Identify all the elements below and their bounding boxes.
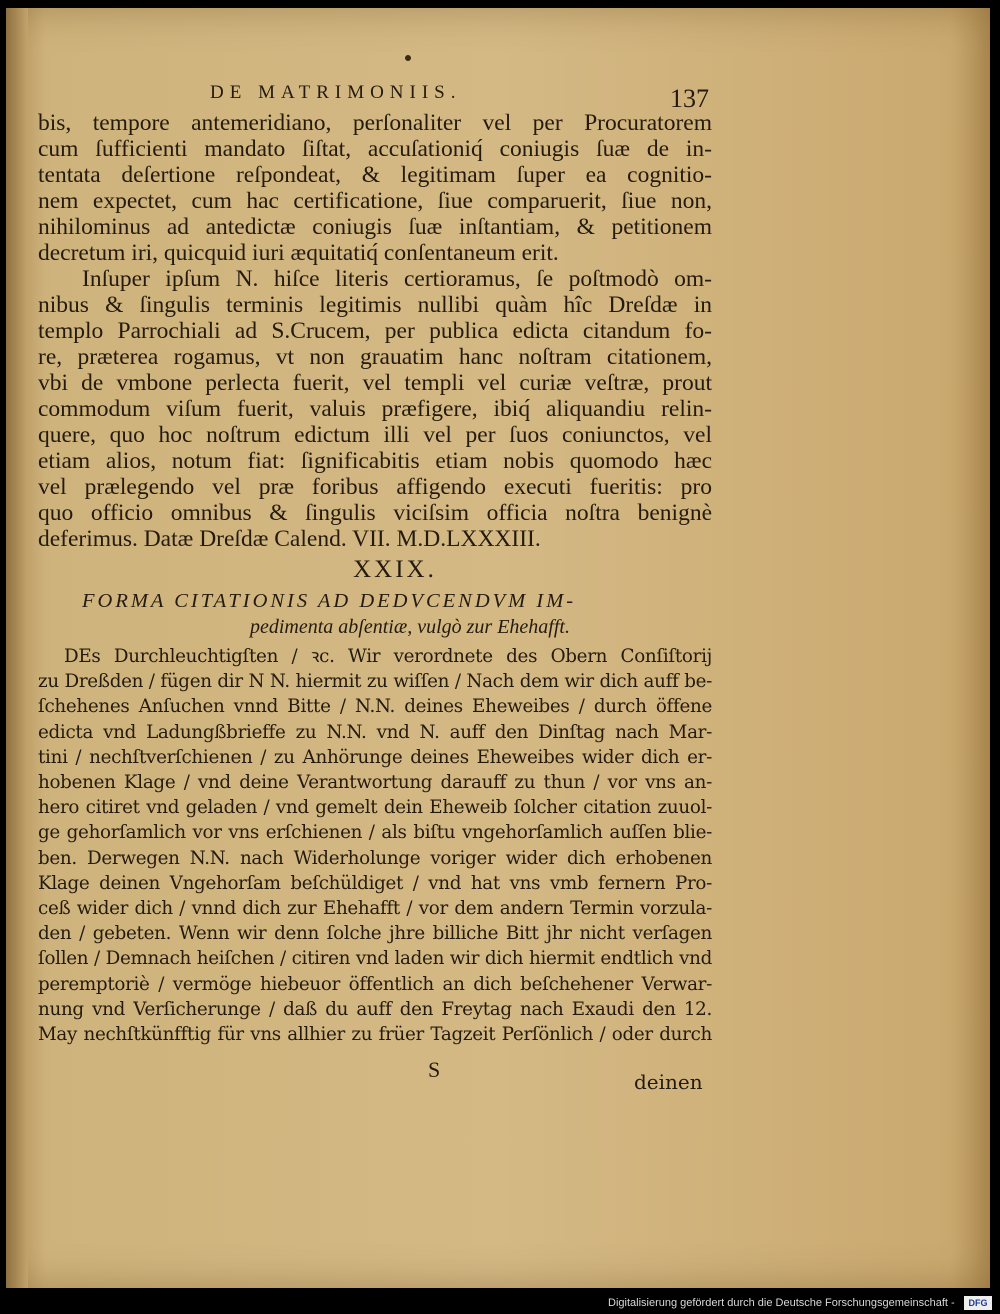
latin-line: vbi de vmbone perlecta fuerit, vel templi vel curiæ veſtræ, prout <box>38 370 712 396</box>
dfg-logo[interactable]: DFG <box>964 1296 992 1310</box>
latin-line: deferimus. Datæ Dreſdæ Calend. VII. M.D.LXXXIII. <box>38 526 541 552</box>
latin-line: nem expectet, cum hac certificatione, ſiue comparuerit, ſiue non, <box>38 188 712 214</box>
ornament-dot <box>405 55 411 61</box>
german-line: ſchehenes Anſuchen vnnd Bitte / N.N. deines Eheweibes / durch öffene <box>38 696 712 718</box>
latin-line: etiam alios, notum fiat: ſignificabitis etiam nobis quomodo hæc <box>38 448 712 474</box>
german-line: hobenen Klage / vnd deine Verantwortung darauff zu thun / vor vns an- <box>38 772 712 794</box>
latin-line: decretum iri, quicquid iuri æquitatiq́ conſentaneum erit. <box>38 240 559 266</box>
latin-line: templo Parrochiali ad S.Crucem, per publica edicta citandum fo- <box>38 318 712 344</box>
german-line: ceß wider dich / vnnd dich zur Ehehafft / vor dem andern Termin vorzula- <box>38 898 712 920</box>
german-line: ben. Derwegen N.N. nach Widerholunge voriger wider dich erhobenen <box>38 847 712 869</box>
latin-line: re, præterea rogamus, vt non grauatim hanc noſtram citationem, <box>38 344 712 370</box>
latin-line: quo officio omnibus & ſingulis viciſsim officia noſtra benignè <box>38 500 712 526</box>
german-line: peremptoriè / vermöge hiebeuor öffentlich an dich beſchehener Verwar- <box>38 973 712 995</box>
german-line: ge gehorſamlich vor vns erſchienen / als biſtu vngehorſamlich auſſen blie- <box>38 822 712 844</box>
running-header: DE MATRIMONIIS. <box>210 82 462 103</box>
latin-line: cum ſufficienti mandato ſiſtat, accuſationiq́ coniugis ſuæ de in- <box>38 136 712 162</box>
latin-line: commodum viſum fuerit, valuis præfigere, ibiq́ aliquandiu relin- <box>38 396 712 422</box>
german-line: edicta vnd Ladungßbrieffe zu N.N. vnd N. auff den Dinſtag nach Mar- <box>38 721 712 743</box>
funding-credit: Digitalisierung gefördert durch die Deutsche Forschungsgemeinschaft - <box>608 1297 955 1309</box>
german-line: May nechſtkünfftig für vns allhier zu früer Tagzeit Perſönlich / oder durch <box>38 1024 712 1046</box>
section-title: FORMA CITATIONIS AD DEDVCENDVM IM- <box>82 590 577 612</box>
german-line: tini / nechſtverſchienen / zu Anhörunge deines Eheweibes wider dich er- <box>38 746 712 768</box>
page-gutter-edge <box>6 8 28 1288</box>
german-line: zu Dreßden / fügen dir N N. hiermit zu wiſſen / Nach dem wir dich auff be- <box>38 671 712 693</box>
section-number: XXIX. <box>353 556 437 583</box>
page-number: 137 <box>670 84 709 113</box>
signature-mark: S <box>428 1057 441 1082</box>
german-line: DEs Durchleuchtigſten / ꝛc. Wir verordnete des Obern Conſiſtorij <box>64 646 712 667</box>
latin-line: nihilominus ad antedictæ coniugis ſuæ inſtantiam, & petitionem <box>38 214 712 240</box>
latin-line: bis, tempore antemeridiano, perſonaliter vel per Procuratorem <box>38 110 712 136</box>
german-line: nung vnd Verſicherunge / daß du auff den Freytag nach Exaudi den 12. <box>38 998 712 1020</box>
german-line: ſollen / Demnach heiſchen / citiren vnd laden wir dich hiermit endtlich vnd <box>38 948 712 970</box>
german-line: Klage deinen Vngehorſam beſchüldiget / vnd hat vns vmb fernern Pro- <box>38 872 712 894</box>
section-subtitle: pedimenta abſentiæ, vulgò zur Ehehafft. <box>250 616 570 638</box>
catchword: deinen <box>634 1070 703 1094</box>
latin-line: vel prælegendo vel præ foribus affigendo executi fueritis: pro <box>38 474 712 500</box>
latin-line: Inſuper ipſum N. hiſce literis certioramus, ſe poſtmodò om- <box>82 266 712 292</box>
german-line: den / gebeten. Wenn wir denn ſolche jhre billiche Bitt jhr nicht verſagen <box>38 923 712 945</box>
latin-line: nibus & ſingulis terminis legitimis nullibi quàm hîc Dreſdæ in <box>38 292 712 318</box>
latin-line: tentata deſertione reſpondeat, & legitimam ſuper ea cognitio- <box>38 162 712 188</box>
german-line: hero citiret vnd geladen / vnd gemelt dein Eheweib ſolcher citation zuuol- <box>38 797 712 819</box>
body-text <box>38 110 712 1047</box>
latin-line: quere, quo hoc noſtrum edictum illi vel per ſuos coniunctos, vel <box>38 422 712 448</box>
